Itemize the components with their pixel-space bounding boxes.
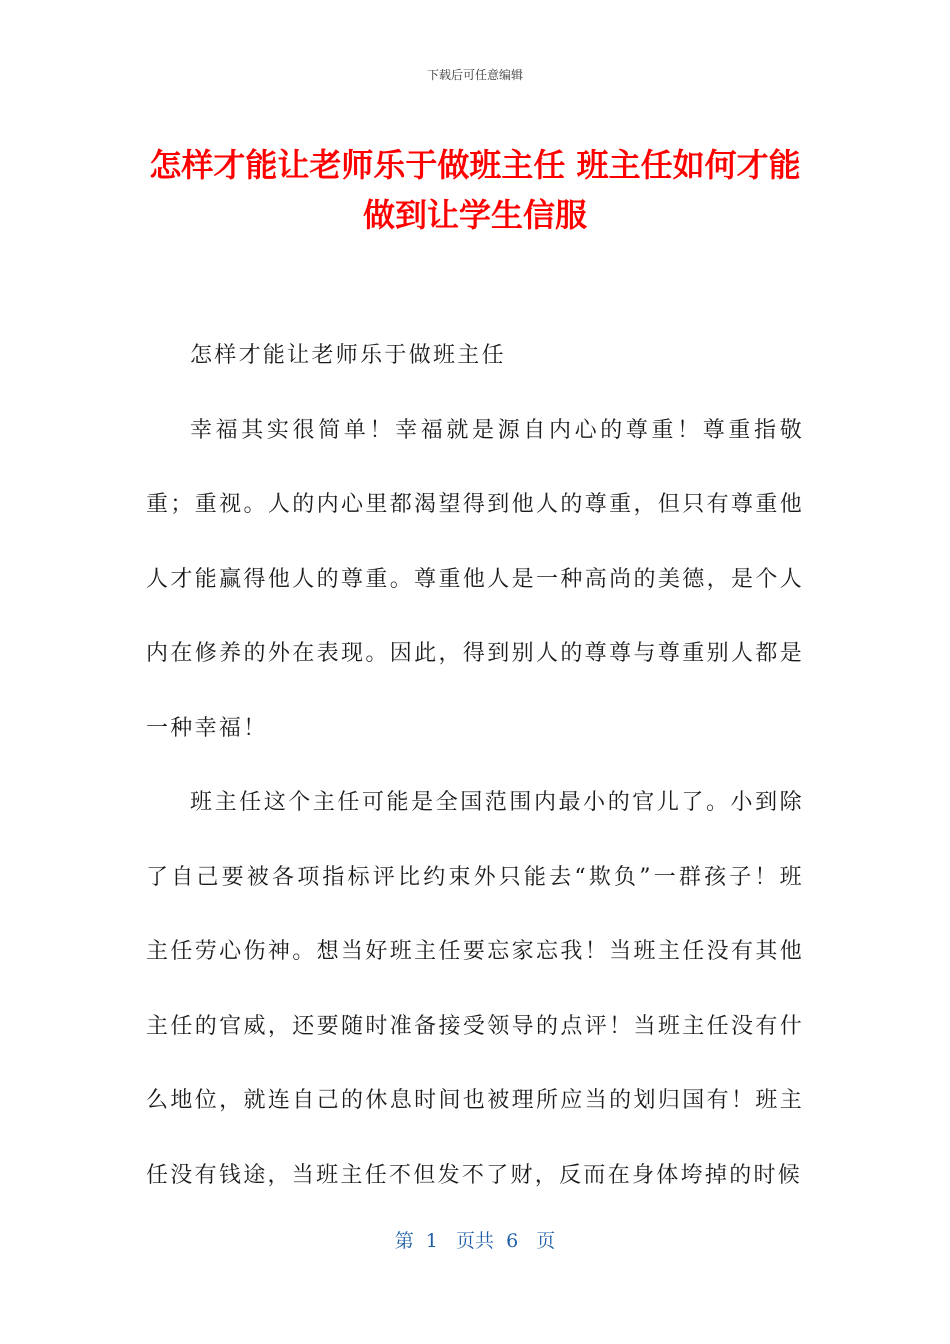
page-number: 第 1 页共 6 页 bbox=[394, 1230, 556, 1252]
header-note: 下载后可任意编辑 bbox=[426, 68, 523, 82]
document-body bbox=[146, 319, 804, 1213]
document-title: 怎样才能让老师乐于做班主任 班主任如何才能做到让学生信服 bbox=[149, 146, 801, 234]
paragraph-subtitle: 怎样才能让老师乐于做班主任 bbox=[190, 343, 506, 368]
paragraph-head-teacher: 班主任这个主任可能是全国范围内最小的官儿了。小到除了自己要被各项指标评比约束外只能去“欺负”一群孩子！班主任劳心伤神。想当好班主任要忘家忘我！当班主任没有其他主任的官威，还要随时准备接受领导的点评！当班主任没有什么地位，就连自己的休息时间也被理所应当的划归国有！班主任没有钱途，当班主任不但发不了财，反而在身体垮掉的时候 bbox=[146, 790, 804, 1188]
paragraph-happiness: 幸福其实很简单！幸福就是源自内心的尊重！尊重指敬重；重视。人的内心里都渴望得到他人的尊重，但只有尊重他人才能赢得他人的尊重。尊重他人是一种高尚的美德，是个人内在修养的外在表现。因此，得到别人的尊尊与尊重别人都是一种幸福！ bbox=[146, 417, 804, 741]
